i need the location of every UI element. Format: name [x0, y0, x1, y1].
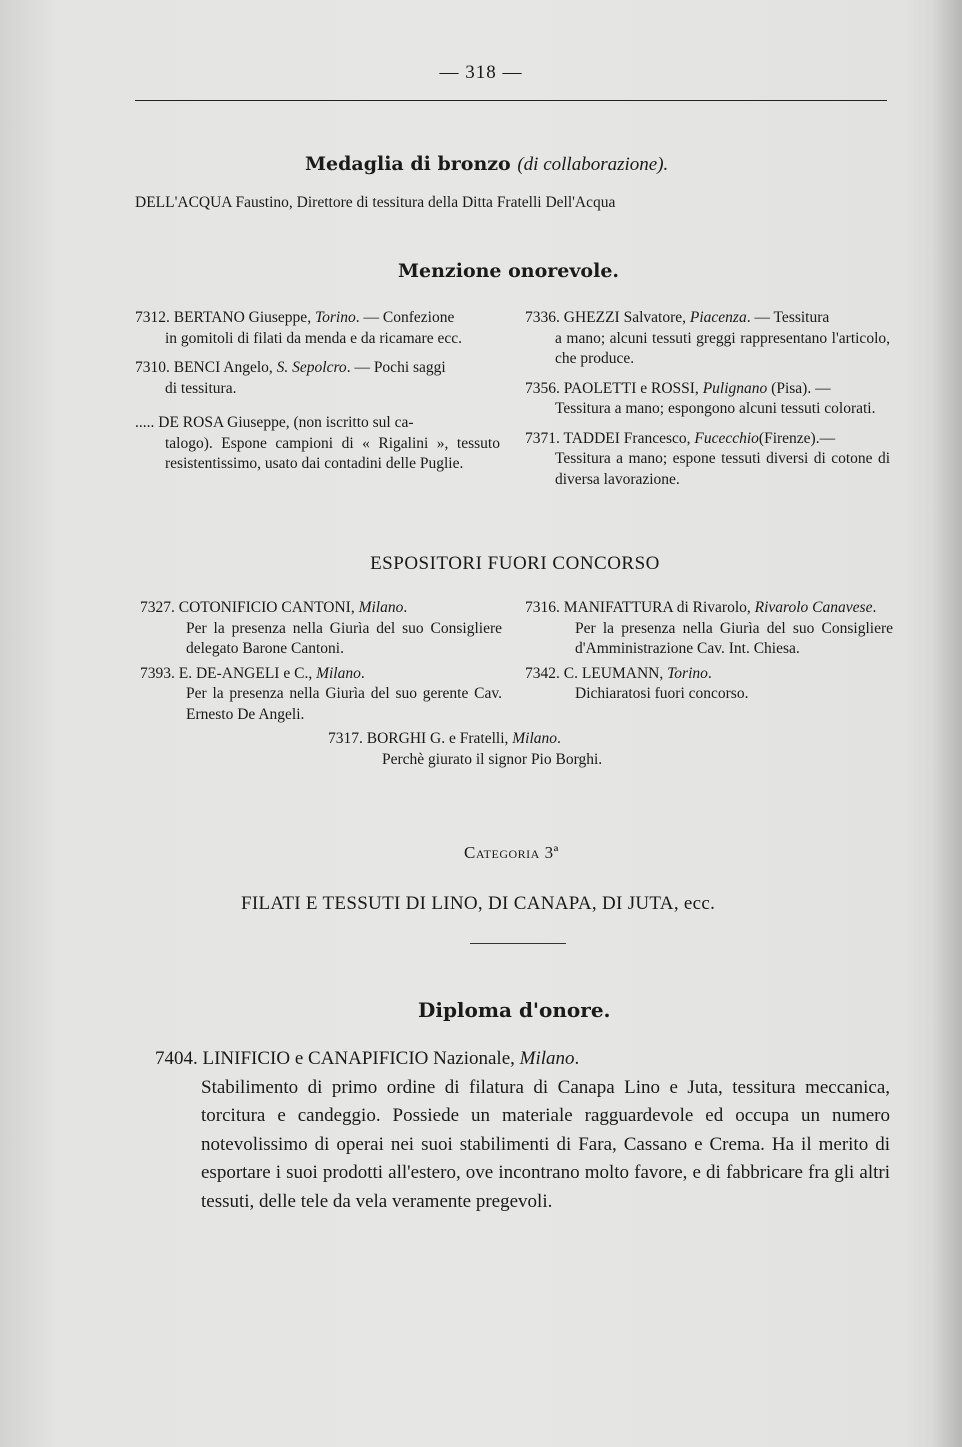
list-item: 7356. PAOLETTI e ROSSI, Pulignano (Pisa). — Tessitura a mano; espongono alcuni tessuti colorati. [525, 379, 876, 417]
diploma-title: Diploma d'onore. [418, 998, 611, 1022]
list-item: 7393. E. DE-ANGELI e C., Milano. Per la presenza nella Giurìa del suo gerente Cav. Ernesto De Angeli. [140, 664, 502, 723]
honorable-right-column [525, 308, 890, 499]
category-title: FILATI E TESSUTI DI LINO, DI CANAPA, DI JUTA, ecc. [241, 893, 716, 914]
out-of-competition-title: ESPOSITORI FUORI CONCORSO [370, 553, 660, 574]
diploma-entry: 7404. LINIFICIO e CANAPIFICIO Nazionale, Milano. Stabilimento di primo ordine di filatura di Canapa Lino e Juta, tessitura meccanica, torcitura e candeggio. Possiede un materiale ragguardevole ed occupa un numero notevolissimo di operai nei suoi stabilimenti di Fara, Cassano e Crema. Ha il merito di esportare i suoi prodotti all'estero, ove incontrano molto favore, e di fabbricare fra gli altri tessuti, delle tele da vela veramente pregevoli. [155, 1048, 890, 1212]
bronze-entry: DELL'ACQUA Faustino, Direttore di tessitura della Ditta Fratelli Dell'Acqua [135, 194, 616, 211]
category-label: Categoria 3ª [464, 843, 559, 862]
page-shadow [932, 0, 962, 1447]
header-rule [135, 100, 887, 101]
honorable-title: Menzione onorevole. [398, 260, 620, 282]
list-item: 7327. COTONIFICIO CANTONI, Milano. Per la presenza nella Giurìa del suo Consigliere delegato Barone Cantoni. [140, 599, 502, 657]
bronze-title: Medaglia di bronzo [305, 153, 511, 175]
list-item: 7316. MANIFATTURA di Rivarolo, Rivarolo Canavese. Per la presenza nella Giurìa del suo Consigliere d'Amministrazione Cav. Int. Chiesa. [525, 599, 893, 657]
out-right-column [525, 598, 893, 714]
list-item: 7342. C. LEUMANN, Torino. Dichiaratosi fuori concorso. [525, 664, 749, 702]
out-left-column [140, 598, 502, 734]
list-item: 7310. BENCI Angelo, S. Sepolcro. — Pochi saggi di tessitura. [135, 359, 446, 397]
list-item: 7336. GHEZZI Salvatore, Piacenza. — Tessitura a mano; alcuni tessuti greggi rappresentano l'articolo, che produce. [525, 309, 890, 367]
list-item: 7312. BERTANO Giuseppe, Torino. — Confezione in gomitoli di filati da menda e da ricamare ecc. [135, 309, 462, 347]
bronze-subtitle: (di collaborazione). [517, 154, 669, 175]
bronze-heading [305, 153, 668, 176]
section-divider [470, 943, 566, 944]
list-item: 7371. TADDEI Francesco, Fucecchio(Firenze).— Tessitura a mano; espone tessuti diversi di cotone di diversa lavorazione. [525, 429, 890, 488]
page-number: — 318 — [439, 62, 523, 83]
list-item: ..... DE ROSA Giuseppe, (non iscritto sul ca- talogo). Espone campioni di « Rigalini », tessuto resistentissimo, usato dai contadini delle Puglie. [135, 414, 500, 472]
honorable-left-column [135, 308, 500, 484]
out-center-entry: 7317. BORGHI G. e Fratelli, Milano. Perchè giurato il signor Pio Borghi. [328, 730, 603, 768]
